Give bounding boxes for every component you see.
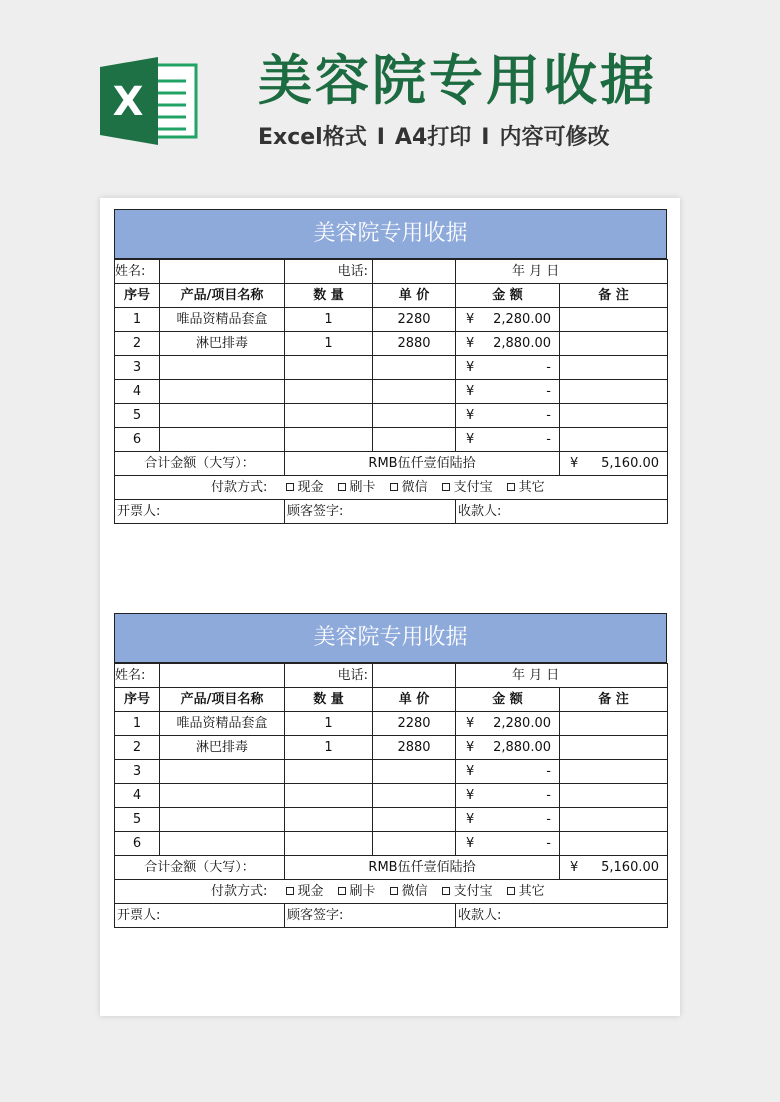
item-note[interactable] <box>560 404 668 428</box>
payment-option-label: 刷卡 <box>349 480 376 495</box>
currency-symbol: ¥ <box>466 408 475 423</box>
excel-logo-icon <box>100 57 198 145</box>
receipt-paper <box>100 198 680 1016</box>
item-amount: 2,280.00 <box>493 312 551 327</box>
info-row <box>115 260 668 284</box>
item-amount-cell <box>456 380 560 404</box>
item-amount: - <box>546 360 551 375</box>
phone-label: 电话: <box>285 664 373 688</box>
column-header: 序号 <box>115 688 160 712</box>
row-number: 6 <box>115 428 160 452</box>
item-quantity[interactable] <box>285 808 373 832</box>
date-label: 年 月 日 <box>456 260 668 284</box>
column-header: 产品/项目名称 <box>160 284 285 308</box>
table-row <box>115 308 668 332</box>
subtitle-part: Excel格式 <box>258 125 367 150</box>
item-amount-cell <box>456 404 560 428</box>
row-number: 5 <box>115 404 160 428</box>
currency-symbol: ¥ <box>466 836 475 851</box>
total-amount-cell <box>560 856 668 880</box>
item-note[interactable] <box>560 712 668 736</box>
total-amount-cell <box>560 452 668 476</box>
item-name[interactable]: 唯品资精品套盒 <box>160 712 285 736</box>
customer-sign-label: 顾客签字: <box>285 904 456 928</box>
signature-row <box>115 500 668 524</box>
currency-symbol: ¥ <box>466 788 475 803</box>
item-amount: - <box>546 764 551 779</box>
table-row <box>115 784 668 808</box>
item-name[interactable] <box>160 808 285 832</box>
item-note[interactable] <box>560 356 668 380</box>
receipt-form <box>114 209 667 524</box>
signature-row <box>115 904 668 928</box>
payment-option-label: 微信 <box>401 884 428 899</box>
table-row <box>115 356 668 380</box>
checkbox-icon[interactable] <box>286 483 294 491</box>
item-name[interactable]: 淋巴排毒 <box>160 332 285 356</box>
item-amount: 2,880.00 <box>493 740 551 755</box>
payment-cell <box>115 880 668 904</box>
item-quantity[interactable] <box>285 404 373 428</box>
row-number: 2 <box>115 736 160 760</box>
checkbox-icon[interactable] <box>390 483 398 491</box>
row-number: 5 <box>115 808 160 832</box>
phone-value[interactable] <box>373 664 456 688</box>
table-row <box>115 380 668 404</box>
row-number: 4 <box>115 380 160 404</box>
payment-option-label: 微信 <box>401 480 428 495</box>
total-label: 合计金额（大写）： <box>115 856 285 880</box>
subtitle-part: A4打印 <box>394 125 472 150</box>
item-amount: - <box>546 408 551 423</box>
column-header: 备 注 <box>560 284 668 308</box>
currency-symbol: ¥ <box>570 456 579 471</box>
name-label: 姓名: <box>115 664 160 688</box>
table-row <box>115 712 668 736</box>
currency-symbol: ¥ <box>466 312 475 327</box>
item-price[interactable]: 2280 <box>373 308 456 332</box>
payment-label: 付款方式: <box>211 480 268 495</box>
row-number: 2 <box>115 332 160 356</box>
checkbox-icon[interactable] <box>338 483 346 491</box>
receipt-form <box>114 613 667 928</box>
item-note[interactable] <box>560 832 668 856</box>
receipt-table <box>114 259 668 524</box>
item-price[interactable] <box>373 760 456 784</box>
payment-option-label: 其它 <box>518 480 545 495</box>
row-number: 3 <box>115 356 160 380</box>
payment-option-label: 支付宝 <box>453 884 493 899</box>
item-amount-cell <box>456 356 560 380</box>
item-quantity[interactable] <box>285 760 373 784</box>
item-name[interactable] <box>160 784 285 808</box>
item-note[interactable] <box>560 308 668 332</box>
payee-label: 收款人: <box>456 500 668 524</box>
checkbox-icon[interactable] <box>338 887 346 895</box>
receipt-header: 美容院专用收据 <box>114 613 667 663</box>
item-amount: - <box>546 836 551 851</box>
phone-value[interactable] <box>373 260 456 284</box>
total-row <box>115 452 668 476</box>
checkbox-icon[interactable] <box>442 483 450 491</box>
currency-symbol: ¥ <box>466 716 475 731</box>
checkbox-icon[interactable] <box>390 887 398 895</box>
item-name[interactable]: 唯品资精品套盒 <box>160 308 285 332</box>
item-amount: - <box>546 432 551 447</box>
table-row <box>115 832 668 856</box>
item-name[interactable] <box>160 760 285 784</box>
item-price[interactable] <box>373 784 456 808</box>
name-label: 姓名: <box>115 260 160 284</box>
total-row <box>115 856 668 880</box>
column-header: 单 价 <box>373 284 456 308</box>
item-quantity[interactable] <box>285 832 373 856</box>
item-amount: - <box>546 384 551 399</box>
currency-symbol: ¥ <box>466 360 475 375</box>
column-header: 单 价 <box>373 688 456 712</box>
issuer-label: 开票人: <box>115 904 285 928</box>
payment-row <box>115 476 668 500</box>
column-header: 金 额 <box>456 284 560 308</box>
item-note[interactable] <box>560 760 668 784</box>
name-value[interactable] <box>160 664 285 688</box>
item-amount-cell <box>456 308 560 332</box>
item-quantity[interactable] <box>285 784 373 808</box>
item-price[interactable] <box>373 356 456 380</box>
row-number: 6 <box>115 832 160 856</box>
table-row <box>115 736 668 760</box>
item-amount-cell <box>456 784 560 808</box>
item-quantity[interactable]: 1 <box>285 736 373 760</box>
item-amount-cell <box>456 832 560 856</box>
item-name[interactable] <box>160 832 285 856</box>
currency-symbol: ¥ <box>570 860 579 875</box>
item-amount-cell <box>456 332 560 356</box>
item-price[interactable]: 2880 <box>373 332 456 356</box>
column-header: 数 量 <box>285 284 373 308</box>
item-quantity[interactable] <box>285 380 373 404</box>
total-words: RMB伍仟壹佰陆拾 <box>285 856 560 880</box>
item-amount-cell <box>456 808 560 832</box>
payment-options <box>272 884 545 899</box>
table-row <box>115 428 668 452</box>
item-amount-cell <box>456 760 560 784</box>
item-name[interactable] <box>160 428 285 452</box>
payment-option-label: 其它 <box>518 884 545 899</box>
item-note[interactable] <box>560 784 668 808</box>
currency-symbol: ¥ <box>466 384 475 399</box>
column-header: 数 量 <box>285 688 373 712</box>
payment-row <box>115 880 668 904</box>
item-price[interactable] <box>373 380 456 404</box>
item-amount: 2,880.00 <box>493 336 551 351</box>
item-price[interactable] <box>373 428 456 452</box>
subtitle-separator: I <box>376 125 385 150</box>
currency-symbol: ¥ <box>466 812 475 827</box>
table-row <box>115 808 668 832</box>
item-quantity[interactable] <box>285 428 373 452</box>
table-row <box>115 332 668 356</box>
row-number: 1 <box>115 712 160 736</box>
item-note[interactable] <box>560 380 668 404</box>
table-header-row <box>115 284 668 308</box>
column-header: 序号 <box>115 284 160 308</box>
banner-subtitle <box>258 123 609 153</box>
item-note[interactable] <box>560 428 668 452</box>
currency-symbol: ¥ <box>466 336 475 351</box>
currency-symbol: ¥ <box>466 764 475 779</box>
column-header: 金 额 <box>456 688 560 712</box>
currency-symbol: ¥ <box>466 740 475 755</box>
checkbox-icon[interactable] <box>507 887 515 895</box>
item-quantity[interactable]: 1 <box>285 332 373 356</box>
table-row <box>115 404 668 428</box>
payment-options <box>272 480 545 495</box>
total-amount: 5,160.00 <box>601 860 660 875</box>
receipt-table <box>114 663 668 928</box>
table-row <box>115 760 668 784</box>
payment-label: 付款方式: <box>211 884 268 899</box>
checkbox-icon[interactable] <box>442 887 450 895</box>
item-name[interactable] <box>160 404 285 428</box>
date-label: 年 月 日 <box>456 664 668 688</box>
payment-option-label: 现金 <box>297 480 324 495</box>
item-rows <box>115 308 668 452</box>
payment-cell <box>115 476 668 500</box>
item-quantity[interactable]: 1 <box>285 308 373 332</box>
item-price[interactable]: 2280 <box>373 712 456 736</box>
item-name[interactable]: 淋巴排毒 <box>160 736 285 760</box>
item-amount: - <box>546 812 551 827</box>
payment-option-label: 支付宝 <box>453 480 493 495</box>
item-quantity[interactable]: 1 <box>285 712 373 736</box>
name-value[interactable] <box>160 260 285 284</box>
item-amount: - <box>546 788 551 803</box>
subtitle-separator: I <box>481 125 490 150</box>
phone-label: 电话: <box>285 260 373 284</box>
total-amount: 5,160.00 <box>601 456 660 471</box>
item-note[interactable] <box>560 332 668 356</box>
banner-title: 美容院专用收据 <box>258 49 657 112</box>
item-rows <box>115 712 668 856</box>
item-name[interactable] <box>160 380 285 404</box>
item-amount-cell <box>456 712 560 736</box>
item-name[interactable] <box>160 356 285 380</box>
row-number: 1 <box>115 308 160 332</box>
item-price[interactable] <box>373 832 456 856</box>
currency-symbol: ¥ <box>466 432 475 447</box>
item-amount-cell <box>456 736 560 760</box>
svg-text:X: X <box>112 79 144 125</box>
checkbox-icon[interactable] <box>507 483 515 491</box>
payment-option-label: 刷卡 <box>349 884 376 899</box>
subtitle-part: 内容可修改 <box>499 125 610 150</box>
column-header: 产品/项目名称 <box>160 688 285 712</box>
item-amount: 2,280.00 <box>493 716 551 731</box>
item-amount-cell <box>456 428 560 452</box>
item-quantity[interactable] <box>285 356 373 380</box>
customer-sign-label: 顾客签字: <box>285 500 456 524</box>
table-header-row <box>115 688 668 712</box>
payment-option-label: 现金 <box>297 884 324 899</box>
item-note[interactable] <box>560 808 668 832</box>
payee-label: 收款人: <box>456 904 668 928</box>
banner <box>0 0 780 170</box>
item-price[interactable]: 2880 <box>373 736 456 760</box>
issuer-label: 开票人: <box>115 500 285 524</box>
item-price[interactable] <box>373 404 456 428</box>
info-row <box>115 664 668 688</box>
column-header: 备 注 <box>560 688 668 712</box>
receipt-header: 美容院专用收据 <box>114 209 667 259</box>
row-number: 3 <box>115 760 160 784</box>
item-price[interactable] <box>373 808 456 832</box>
item-note[interactable] <box>560 736 668 760</box>
total-words: RMB伍仟壹佰陆拾 <box>285 452 560 476</box>
row-number: 4 <box>115 784 160 808</box>
total-label: 合计金额（大写）： <box>115 452 285 476</box>
checkbox-icon[interactable] <box>286 887 294 895</box>
